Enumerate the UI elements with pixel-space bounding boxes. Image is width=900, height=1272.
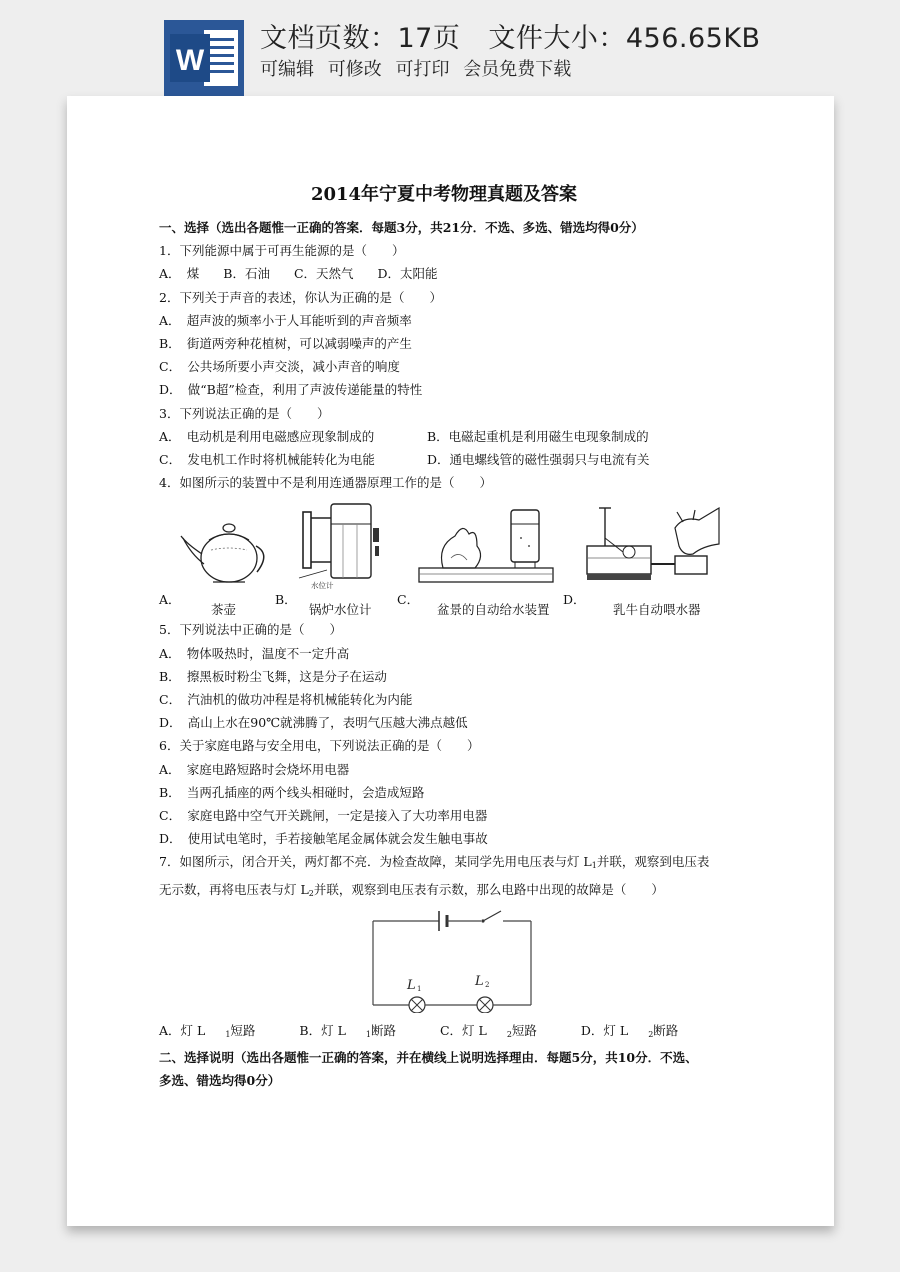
q3-options-row-2 [159, 448, 759, 471]
q7-stem-1b: 并联，观察到电压表 [596, 854, 710, 870]
lamp-2-label: L [475, 973, 484, 989]
q1-option-d: D．太阳能 [377, 266, 438, 282]
svg-text:W: W [175, 44, 205, 77]
q2-option-b: B． 街道两旁种花植树，可以减弱噪声的产生 [159, 336, 412, 352]
q2-option-d: D． 做“B超”检查，利用了声波传递能量的特性 [159, 382, 423, 398]
q7-stem-1a: 7．如图所示，闭合开关，两灯都不亮．为检查故障，某同学先用电压表与灯 L [159, 854, 592, 870]
q7-stem-2-sub: 2 [308, 888, 314, 898]
word-icon [164, 20, 244, 96]
document-page [67, 96, 834, 1226]
fig-d-letter: D． [563, 592, 586, 608]
lamp-1-label: L [407, 977, 416, 993]
q7-option-b-sub: 1 [365, 1029, 371, 1039]
page-count: 文档页数：17页 [260, 23, 461, 54]
boiler-figure [297, 498, 389, 590]
q6-option-c: C． 家庭电路中空气开关跳闸，一定是接入了大功率用电器 [159, 808, 488, 824]
question-3-stem: 3．下列说法正确的是（ ） [159, 405, 330, 421]
bonsai-water-figure [415, 506, 555, 592]
question-4-figures [159, 498, 759, 616]
q7-option-c-post: 短路 [511, 1022, 537, 1038]
circuit-diagram [369, 909, 535, 1013]
q3-option-c: C． 发电机工作时将机械能转化为电能 [159, 452, 375, 468]
q1-option-a: A． 煤 [159, 266, 200, 282]
question-7-stem-line-1 [159, 850, 759, 877]
q5-option-d: D． 高山上水在90℃就沸腾了，表明气压越大沸点越低 [159, 715, 468, 731]
q7-option-d-text: D．灯 L [580, 1022, 629, 1038]
q1-option-b: B．石油 [223, 266, 270, 282]
q7-option-b-text: B．灯 L [299, 1022, 346, 1038]
q7-option-a-text: A．灯 L [159, 1022, 206, 1038]
fig-c-letter: C． [397, 592, 420, 608]
question-6-stem: 6．关于家庭电路与安全用电，下列说法正确的是（ ） [159, 738, 480, 754]
q3-options-row-1 [159, 425, 759, 448]
q3-option-b: B．电磁起重机是利用磁生电现象制成的 [427, 428, 649, 444]
fig-c-caption: 盆景的自动给水装置 [437, 602, 550, 618]
question-7-options [159, 1019, 759, 1046]
q2-option-a: A． 超声波的频率小于人耳能听到的声音频率 [159, 312, 412, 328]
question-2-stem: 2．下列关于声音的表述，你认为正确的是（ ） [159, 289, 442, 305]
q7-option-a-post: 短路 [230, 1022, 256, 1038]
q7-option-d [581, 1023, 698, 1038]
q5-option-b: B． 擦黑板时粉尘飞舞，这是分子在运动 [159, 668, 387, 684]
q7-option-d-post: 断路 [653, 1022, 679, 1038]
feature-member-download: 会员免费下载 [463, 59, 572, 80]
fig-b-caption: 锅炉水位计 [309, 602, 372, 618]
switch-lever [483, 911, 501, 921]
q7-option-c-text: C．灯 L [439, 1022, 487, 1038]
question-4-stem: 4．如图所示的装置中不是利用连通器原理工作的是（ ） [159, 475, 492, 491]
download-banner [0, 0, 900, 96]
q7-option-c-sub: 2 [506, 1029, 512, 1039]
lamp-2-label-sub: 2 [485, 980, 490, 989]
section-2-heading-line-2: 多选、错选均得0分） [159, 1073, 281, 1089]
fig-b-letter: B． [275, 592, 297, 608]
q5-option-a: A． 物体吸热时，温度不一定升高 [159, 645, 350, 661]
q7-stem-2a: 无示数，再将电压表与灯 L [159, 881, 309, 897]
banner-file-info [260, 16, 761, 55]
question-7-stem-line-2 [159, 878, 759, 905]
q7-stem-1-sub: 1 [591, 861, 597, 871]
fig-d-caption: 乳牛自动喂水器 [613, 602, 701, 618]
fig-a-caption: 茶壶 [211, 602, 237, 618]
document-content [159, 180, 759, 1092]
q6-option-a: A． 家庭电路短路时会烧坏用电器 [159, 761, 350, 777]
q7-option-a-sub: 1 [225, 1029, 231, 1039]
lamp-1-label-sub: 1 [417, 984, 422, 993]
teapot-figure [179, 510, 271, 590]
q7-stem-2b: 并联，观察到电压表有示数，那么电路中出现的故障是（ ） [313, 881, 664, 897]
question-1-stem: 1．下列能源中属于可再生能源的是（ ） [159, 243, 405, 259]
feature-modifiable: 可修改 [327, 59, 382, 80]
banner-features [260, 55, 579, 81]
fig-a-letter: A． [159, 592, 181, 608]
cow-water-figure [583, 498, 721, 590]
q7-option-a [159, 1023, 275, 1038]
section-2-heading-line-1: 二、选择说明（选出各题惟一正确的答案，并在横线上说明选择理由．每题5分，共10分．不选、 [159, 1050, 698, 1066]
q3-option-d: D．通电螺线管的磁性强弱只与电流有关 [427, 452, 650, 468]
question-5-stem: 5．下列说法中正确的是（ ） [159, 622, 342, 638]
question-1-options [159, 262, 759, 285]
feature-editable: 可编辑 [260, 59, 314, 80]
file-size: 文件大小：456.65KB [488, 23, 761, 54]
q7-option-c [440, 1023, 557, 1038]
boiler-gauge-label: 水位计 [311, 581, 334, 591]
section-1-heading: 一、选择（选出各题惟一正确的答案．每题3分，共21分．不选、多选、错选均得0分） [159, 220, 644, 235]
page-title: 2014年宁夏中考物理真题及答案 [310, 184, 578, 205]
q5-option-c: C． 汽油机的做功冲程是将机械能转化为内能 [159, 692, 413, 708]
q3-option-a: A． 电动机是利用电磁感应现象制成的 [159, 428, 375, 444]
q7-option-d-sub: 2 [648, 1029, 654, 1039]
q1-option-c: C．天然气 [293, 266, 354, 282]
q2-option-c: C． 公共场所要小声交淡，减小声音的响度 [159, 359, 400, 375]
q6-option-b: B． 当两孔插座的两个线头相碰时，会造成短路 [159, 784, 425, 800]
q7-option-b [299, 1023, 416, 1038]
q6-option-d: D． 使用试电笔时，手若接触笔尾金属体就会发生触电事故 [159, 831, 488, 847]
feature-printable: 可打印 [395, 59, 450, 80]
q7-option-b-post: 断路 [370, 1022, 396, 1038]
